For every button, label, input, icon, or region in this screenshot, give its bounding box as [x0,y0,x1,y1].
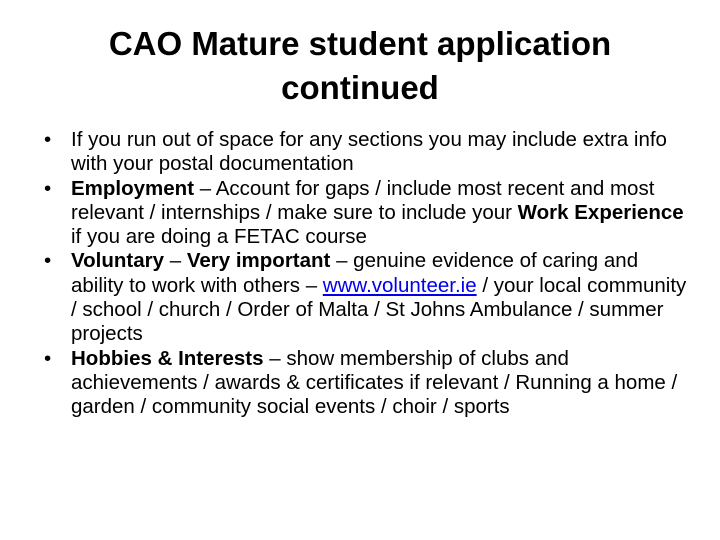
bullet-list [44,128,694,420]
slide-title-line-2: continued [281,69,439,106]
bullet-item-voluntary [44,249,694,346]
bullet-text: If you run out of space for any sections you may include extra info with your postal documentation [71,128,667,176]
bullet-text: – genuine evidence of caring and ability to work with others – [71,249,639,297]
bullet-text: / your local community / school / church / Order of Malta / St Johns Ambulance / summer projects [71,273,687,346]
bullet-emphasis-work-experience: Work Experience [517,200,684,224]
bullet-heading-employment: Employment [71,176,195,200]
bullet-marker: • [44,346,52,370]
bullet-emphasis-very-important: Very important [186,249,331,273]
bullet-text: – Account for gaps / include most recent and most relevant / internships / make sure to include your [71,176,655,224]
bullet-heading-voluntary: Voluntary [71,249,165,273]
bullet-marker: • [44,249,52,273]
bullet-heading-hobbies: Hobbies & Interests [71,346,264,370]
volunteer-link[interactable]: www.volunteer.ie [322,273,477,297]
bullet-marker: • [44,128,52,151]
bullet-text: – [164,249,187,273]
bullet-item-postal-info [44,128,694,177]
slide-title [40,22,680,110]
bullet-marker: • [44,176,52,200]
slide-title-line-1: CAO Mature student application [108,25,612,62]
bullet-item-employment [44,177,694,250]
bullet-text: if you are doing a FETAC course [71,225,367,249]
bullet-item-hobbies [44,347,694,420]
bullet-text: – show membership of clubs and achievements / awards & certificates if relevant / Running a home / garden / community social events / choir / sports [71,346,678,419]
